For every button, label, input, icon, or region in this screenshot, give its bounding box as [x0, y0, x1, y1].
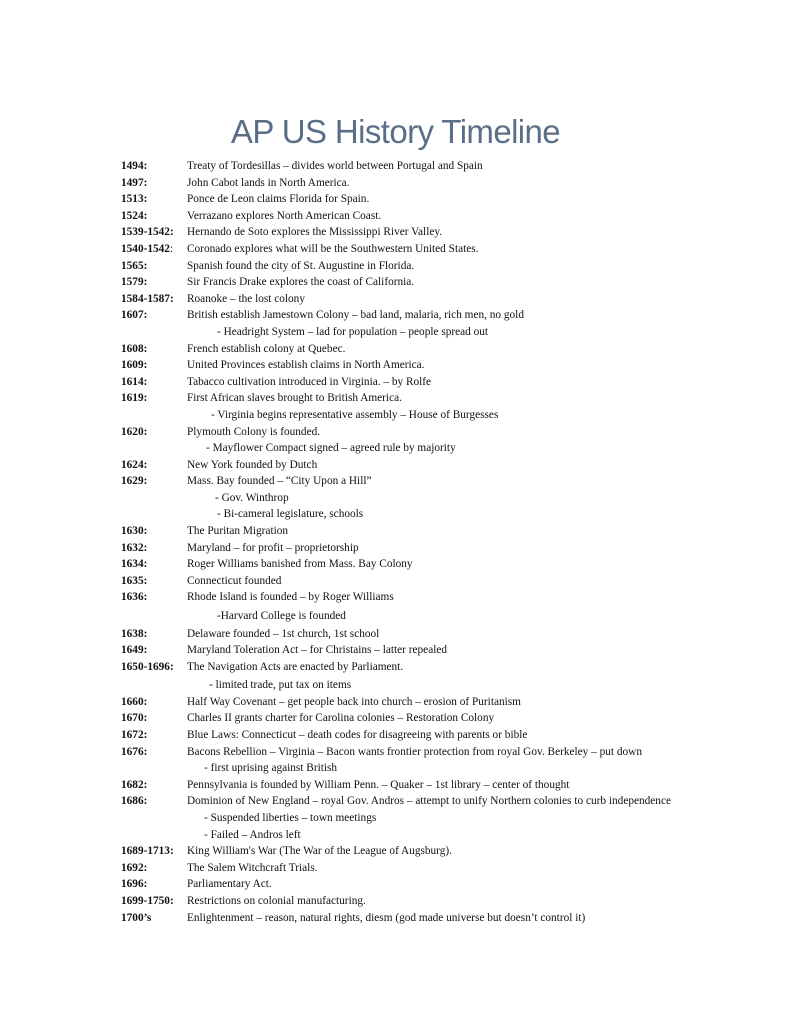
- subnote-text: - Gov. Winthrop: [215, 491, 289, 504]
- entry-year-text: 1513:: [121, 193, 148, 206]
- timeline-entry: [121, 659, 761, 676]
- entry-year-text: 1700’s: [121, 911, 152, 924]
- entry-year: [121, 589, 147, 606]
- entry-year-text: 1660:: [121, 695, 148, 708]
- entry-text: Enlightenment – reason, natural rights, diesm (god made universe but doesn’t control it): [187, 911, 586, 924]
- entry-year: [121, 626, 147, 643]
- entry-text: Blue Laws: Connecticut – death codes for disagreeing with parents or bible: [187, 728, 528, 741]
- entry-year: [121, 710, 147, 727]
- entry-text: Roanoke – the lost colony: [187, 292, 305, 305]
- subnote-text: - Suspended liberties – town meetings: [204, 811, 377, 824]
- timeline-entry: [121, 523, 761, 540]
- entry-year-colon: :: [169, 242, 174, 255]
- subnote-text: - first uprising against British: [204, 762, 338, 775]
- timeline-subnote: [121, 827, 761, 844]
- entry-text: French establish colony at Quebec.: [187, 342, 346, 355]
- entry-year-text: 1619:: [121, 392, 148, 405]
- entry-year-text: 1650-1696:: [121, 661, 174, 673]
- timeline-entry: [121, 224, 761, 241]
- entry-year: [121, 224, 174, 241]
- entry-year-text: 1539-1542:: [121, 226, 174, 239]
- entry-year-text: 1649:: [121, 644, 148, 657]
- timeline-subnote: [121, 407, 761, 424]
- subnote-text: - limited trade, put tax on items: [209, 679, 352, 692]
- entry-text: Connecticut founded: [187, 574, 282, 587]
- entry-year-text: 1634:: [121, 558, 148, 571]
- entry-year: [121, 727, 147, 744]
- entry-text: Hernando de Soto explores the Mississippi River Valley.: [187, 226, 443, 239]
- timeline-entry: [121, 258, 761, 275]
- entry-text: Maryland Toleration Act – for Christains – latter repealed: [187, 644, 448, 657]
- entry-year: [121, 191, 147, 208]
- entry-year-text: 1579:: [121, 276, 148, 289]
- timeline-entry: [121, 390, 761, 407]
- entry-year-text: 1635:: [121, 574, 148, 587]
- entry-text: United Provinces establish claims in North America.: [187, 359, 425, 372]
- subnote-text: -Harvard College is founded: [217, 609, 346, 622]
- entry-year: [121, 744, 147, 761]
- subnote-text: - Bi-cameral legislature, schools: [217, 508, 364, 521]
- entry-text: Charles II grants charter for Carolina colonies – Restoration Colony: [187, 712, 495, 725]
- timeline-subnote: [121, 506, 761, 523]
- timeline-entry: [121, 589, 761, 606]
- entry-year-text: 1638:: [121, 627, 148, 640]
- entry-year: [121, 893, 174, 910]
- entry-year-text: 1696:: [121, 878, 148, 891]
- timeline-subnote: [121, 440, 761, 457]
- entry-year-text: 1686:: [121, 795, 148, 808]
- timeline-entry: [121, 694, 761, 711]
- entry-year-text: 1497:: [121, 176, 148, 189]
- entry-year-text: 1584-1587:: [121, 292, 174, 305]
- entry-year: [121, 659, 174, 676]
- subnote-text: - Failed – Andros left: [204, 828, 301, 841]
- entry-year: [121, 556, 147, 573]
- timeline-entry: [121, 793, 761, 810]
- timeline-subnote: [121, 324, 761, 341]
- entry-text: Pennsylvania is founded by William Penn. – Quaker – 1st library – center of thought: [187, 778, 570, 791]
- entry-text: British establish Jamestown Colony – bad land, malaria, rich men, no gold: [187, 309, 524, 322]
- entry-year: [121, 523, 147, 540]
- entry-year-text: 1682:: [121, 778, 148, 791]
- entry-text: Coronado explores what will be the Southwestern United States.: [187, 242, 479, 255]
- entry-text: Delaware founded – 1st church, 1st school: [187, 627, 380, 640]
- entry-year: [121, 374, 147, 391]
- entry-year: [121, 357, 147, 374]
- timeline-entry: [121, 540, 761, 557]
- entry-year-text: 1494:: [121, 160, 148, 172]
- timeline-entry: [121, 626, 761, 643]
- timeline-subnote: [121, 760, 761, 777]
- timeline-entry: [121, 727, 761, 744]
- timeline-entry: [121, 241, 761, 258]
- subnote-text: - Mayflower Compact signed – agreed rule by majority: [206, 442, 456, 455]
- entry-year: [121, 307, 147, 324]
- entry-year: [121, 274, 147, 291]
- entry-year: [121, 473, 147, 490]
- entry-text: Mass. Bay founded – “City Upon a Hill”: [187, 475, 372, 488]
- timeline-subnote: [121, 608, 761, 625]
- timeline-entry: [121, 424, 761, 441]
- entry-text: Maryland – for profit – proprietorship: [187, 541, 359, 554]
- entry-text: Restrictions on colonial manufacturing.: [187, 894, 366, 907]
- entry-text: Roger Williams banished from Mass. Bay Colony: [187, 558, 413, 571]
- entry-text: Rhode Island is founded – by Roger Williams: [187, 591, 394, 604]
- timeline-subnote: [121, 677, 761, 694]
- entry-year: [121, 910, 151, 927]
- timeline-entry: [121, 341, 761, 358]
- timeline-entry: [121, 374, 761, 391]
- timeline-entry: [121, 175, 761, 192]
- entry-year: [121, 457, 147, 474]
- entry-text: John Cabot lands in North America.: [187, 176, 350, 189]
- timeline-entry: [121, 556, 761, 573]
- timeline-subnote: [121, 810, 761, 827]
- entry-year: [121, 793, 147, 810]
- entry-year-text: 1672:: [121, 728, 148, 741]
- entry-year-text: 1565:: [121, 259, 148, 272]
- timeline-entry: [121, 291, 761, 308]
- timeline-entry: [121, 274, 761, 291]
- entry-year-text: 1609:: [121, 359, 148, 372]
- entry-text: Half Way Covenant – get people back into church – erosion of Puritanism: [187, 695, 521, 708]
- entry-year: [121, 291, 174, 308]
- timeline-entry: [121, 860, 761, 877]
- timeline-list: [121, 158, 761, 926]
- page-title: AP US History Timeline: [230, 113, 561, 150]
- entry-text: The Salem Witchcraft Trials.: [187, 861, 318, 874]
- timeline-subnote: [121, 490, 761, 507]
- entry-year-text: 1540-1542: [121, 242, 170, 255]
- entry-text: New York founded by Dutch: [187, 458, 318, 471]
- entry-text: Sir Francis Drake explores the coast of California.: [187, 276, 415, 289]
- entry-text: The Navigation Acts are enacted by Parliament.: [187, 661, 404, 673]
- entry-year: [121, 642, 147, 659]
- timeline-entry: [121, 473, 761, 490]
- entry-year: [121, 860, 147, 877]
- entry-text: Plymouth Colony is founded.: [187, 425, 321, 438]
- timeline-entry: [121, 744, 761, 761]
- entry-year-text: 1689-1713:: [121, 845, 174, 858]
- entry-year: [121, 424, 147, 441]
- timeline-entry: [121, 457, 761, 474]
- entry-text: Verrazano explores North American Coast.: [187, 209, 382, 222]
- entry-year: [121, 175, 147, 192]
- entry-text: King William's War (The War of the League of Augsburg).: [187, 845, 452, 858]
- timeline-entry: [121, 158, 761, 175]
- timeline-entry: [121, 357, 761, 374]
- entry-year-text: 1608:: [121, 342, 148, 355]
- entry-year-text: 1670:: [121, 712, 148, 725]
- entry-year-text: 1624:: [121, 458, 148, 471]
- entry-text: The Puritan Migration: [187, 525, 289, 538]
- subnote-text: - Headright System – lad for population – people spread out: [217, 325, 489, 338]
- entry-year-text: 1676:: [121, 745, 148, 758]
- entry-year-text: 1524:: [121, 209, 148, 222]
- timeline-entry: [121, 573, 761, 590]
- entry-year-text: 1607:: [121, 309, 148, 322]
- entry-text: Bacons Rebellion – Virginia – Bacon wants frontier protection from royal Gov. Berkeley – put down: [187, 745, 642, 758]
- entry-year-text: 1636:: [121, 591, 148, 604]
- timeline-entry: [121, 777, 761, 794]
- timeline-entry: [121, 307, 761, 324]
- entry-year-text: 1629:: [121, 475, 148, 488]
- entry-year: [121, 241, 173, 258]
- timeline-entry: [121, 843, 761, 860]
- entry-year: [121, 777, 147, 794]
- entry-year-text: 1699-1750:: [121, 894, 174, 907]
- timeline-entry: [121, 642, 761, 659]
- entry-text: Ponce de Leon claims Florida for Spain.: [187, 193, 370, 206]
- subnote-text: - Virginia begins representative assembly – House of Burgesses: [211, 408, 499, 421]
- entry-year-text: 1620:: [121, 425, 148, 438]
- entry-year-text: 1614:: [121, 375, 148, 388]
- entry-year: [121, 208, 147, 225]
- entry-text: Dominion of New England – royal Gov. Andros – attempt to unify Northern colonies to curb independence: [187, 795, 671, 808]
- timeline-entry: [121, 910, 761, 927]
- entry-year: [121, 540, 147, 557]
- timeline-entry: [121, 208, 761, 225]
- entry-year: [121, 573, 147, 590]
- entry-year: [121, 341, 147, 358]
- entry-year: [121, 158, 147, 175]
- entry-year-text: 1632:: [121, 541, 148, 554]
- timeline-entry: [121, 893, 761, 910]
- entry-text: Parliamentary Act.: [187, 878, 272, 891]
- entry-year: [121, 258, 147, 275]
- timeline-entry: [121, 710, 761, 727]
- entry-text: Treaty of Tordesillas – divides world between Portugal and Spain: [187, 160, 483, 172]
- entry-year: [121, 390, 147, 407]
- entry-text: Spanish found the city of St. Augustine in Florida.: [187, 259, 415, 272]
- entry-year: [121, 694, 147, 711]
- entry-year: [121, 843, 174, 860]
- entry-text: First African slaves brought to British America.: [187, 392, 402, 405]
- timeline-entry: [121, 191, 761, 208]
- entry-year-text: 1630:: [121, 525, 148, 538]
- entry-year: [121, 876, 147, 893]
- entry-text: Tabacco cultivation introduced in Virginia. – by Rolfe: [187, 375, 432, 388]
- timeline-entry: [121, 876, 761, 893]
- entry-year-text: 1692:: [121, 861, 148, 874]
